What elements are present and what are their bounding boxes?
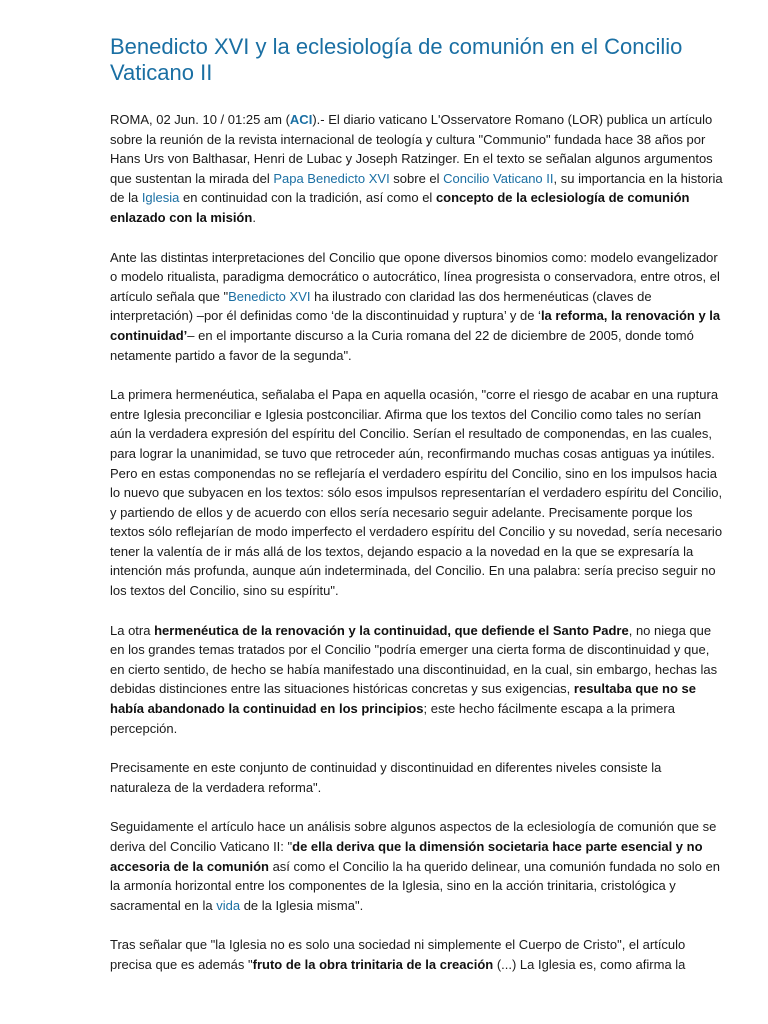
text-run: ).- El diario vaticano L'Osservatore Romano (LOR) publica un artículo sobre la reunión de la revista internacional de teología y cultura "Communio" fundada hace 38 años por Hans Urs von Balthasar, Henri de Lubac y Joseph Ratzinger. En el texto se señalan algunos argumentos que sustentan la mirada del — [110, 112, 713, 186]
inline-link[interactable]: Concilio Vaticano II — [443, 170, 554, 186]
bold-text: hermenéutica de la renovación y la continuidad, que defiende el Santo Padre — [154, 622, 629, 638]
paragraph — [110, 758, 724, 797]
text-run: en continuidad con la tradición, así como el — [179, 190, 436, 206]
paragraph — [110, 817, 724, 915]
article-body — [110, 110, 724, 975]
inline-link[interactable]: Iglesia — [141, 190, 180, 206]
text-run: , no niega que en los grandes temas tratados por el Concilio "podría emerger una cierta forma de discontinuidad y que, en cierto sentido, de hecho se había manifestado una discontinuidad, en la cual, sin embargo, hechas las debidas distinciones entre las situaciones históricas concretas y sus exigencias, — [110, 622, 718, 697]
text-run: así como el Concilio la ha querido delinear, una comunión fundada no solo en la armonía horizontal entre los componentes de la Iglesia, sino en la acción trinitaria, cristológica y sacramental en la — [110, 858, 720, 913]
bold-text: resultaba que no se había abandonado la continuidad en los principios — [110, 681, 696, 717]
text-run: La primera hermenéutica, señalaba el Papa en aquella ocasión, "corre el riesgo de acabar en una ruptura entre Iglesia preconciliar e Iglesia postconciliar. Afirma que los textos del Concilio como tales no serían aún la verdadera expresión del espíritu del Concilio. Serían el resultado de componendas, en las cuales, para lograr la unanimidad, se tuvo que retroceder aún, reconfirmando muchas cosas antiguas ya inútiles. Pero en estas componendas no se reflejaría el verdadero espíritu del Concilio, sino en los impulsos hacia lo nuevo que subyacen en los textos: sólo esos impulsos representarían el verdadero espíritu del Concilio, y partiendo de ellos y de acuerdo con ellos sería necesario seguir adelante. Precisamente porque los textos sólo reflejarían de modo imperfecto el verdadero espíritu del Concilio y su novedad, sería necesario tener la valentía de ir más allá de los textos, dejando espacio a la novedad en la que se expresaría la intención más profunda, aunque aún indeterminada, del Concilio. En una palabra: sería preciso seguir no los textos del Concilio, sino su espíritu". — [110, 387, 723, 599]
bold-text: fruto de la obra trinitaria de la creación — [252, 956, 494, 972]
article-title: Benedicto XVI y la eclesiología de comunión en el Concilio Vaticano II — [110, 34, 683, 85]
text-run: . — [252, 209, 256, 225]
text-run: ha ilustrado con claridad las dos hermenéuticas (claves de interpretación) –por él definidas como ‘de la discontinuidad y ruptura’ y de ‘ — [110, 288, 652, 324]
text-run: – en el importante discurso a la Curia romana del 22 de diciembre de 2005, donde tomó netamente partido a favor de la segunda". — [110, 327, 694, 363]
text-run: (...) La Iglesia es, como afirma la — [493, 956, 686, 972]
paragraph — [110, 248, 724, 366]
text-run: de la Iglesia misma". — [240, 897, 364, 913]
inline-link[interactable]: Papa Benedicto XVI — [273, 170, 390, 186]
inline-link[interactable]: vida — [216, 897, 241, 913]
text-run: ROMA, 02 Jun. 10 / 01:25 am ( — [110, 112, 290, 127]
inline-link[interactable]: ACI — [289, 112, 313, 127]
bold-text: concepto de la eclesiología de comunión enlazado con la misión — [110, 190, 690, 225]
text-run: sobre el — [389, 170, 444, 186]
text-run: Seguidamente el artículo hace un análisis sobre algunos aspectos de la eclesiología de comunión que se deriva del Concilio Vaticano II: " — [110, 819, 717, 854]
text-run: La otra — [110, 622, 155, 638]
text-run: ; este hecho fácilmente escapa a la primera percepción. — [110, 701, 675, 736]
paragraph — [110, 621, 724, 739]
text-run: Precisamente en este conjunto de continuidad y discontinuidad en diferentes niveles consiste la naturaleza de la verdadera reforma". — [110, 760, 662, 795]
paragraph — [110, 385, 724, 601]
paragraph — [110, 110, 724, 228]
paragraph — [110, 935, 724, 974]
bold-text: la reforma, la renovación y la continuidad’ — [110, 308, 721, 343]
text-run: Tras señalar que "la Iglesia no es solo una sociedad ni simplemente el Cuerpo de Cristo", el artículo precisa que es además " — [110, 937, 686, 972]
text-run: , su importancia en la historia de la — [110, 170, 723, 206]
inline-link[interactable]: Benedicto XVI — [228, 288, 311, 304]
bold-text: de ella deriva que la dimensión societaria hace parte esencial y no accesoria de la comunión — [110, 839, 703, 874]
text-run: Ante las distintas interpretaciones del Concilio que opone diversos binomios como: modelo evangelizador o modelo ritualista, paradigma democrático o autocrático, línea progresista o conservadora, entre otros, el artículo señala que " — [110, 249, 720, 304]
